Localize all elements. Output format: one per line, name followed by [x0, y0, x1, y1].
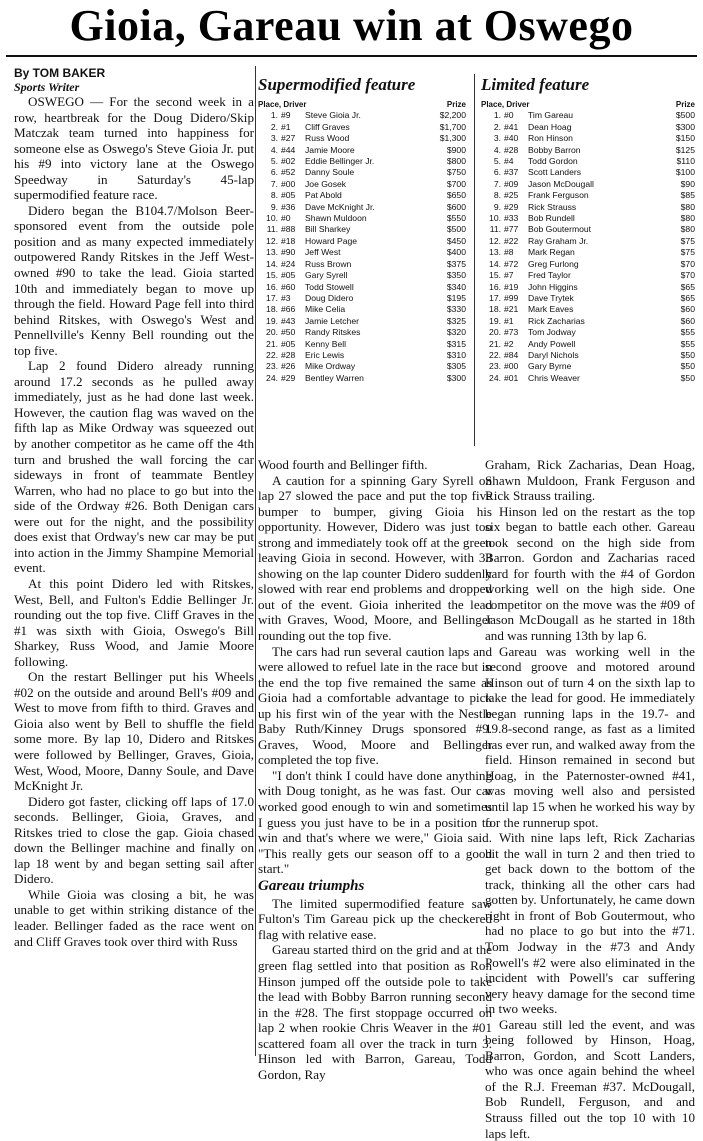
- result-prize: $550: [446, 213, 466, 224]
- result-place: 12.: [489, 235, 501, 246]
- result-driver: Ron Hinson: [528, 133, 573, 144]
- result-place: 1.: [270, 110, 278, 121]
- result-prize: $330: [446, 304, 466, 315]
- result-row: [481, 361, 695, 372]
- result-prize: $315: [446, 338, 466, 349]
- result-place: 16.: [489, 281, 501, 292]
- result-row: [481, 350, 695, 361]
- result-row: [481, 373, 695, 384]
- result-no: #2: [504, 338, 514, 349]
- paragraph: Hinson led on the restart as the top six began to battle each other. Gareau took second on the high side from Barron. Gordon and Zacharias raced hard for fourth with the #4 of Gordon working well on the high side. One competitor on the move was the #09 of Jason McDougall as he started in 18th and was running 13th by lap 6.: [485, 503, 695, 644]
- result-row: [481, 156, 695, 167]
- result-row: [481, 179, 695, 190]
- result-prize: $600: [446, 201, 466, 212]
- result-driver: Howard Page: [305, 235, 358, 246]
- result-driver: Randy Ritskes: [305, 327, 361, 338]
- byline: By TOM BAKER: [14, 66, 106, 80]
- result-no: #24: [281, 258, 296, 269]
- result-no: #77: [504, 224, 519, 235]
- result-row: [258, 202, 466, 213]
- supermodified-title: Supermodified feature: [258, 75, 416, 94]
- result-row: [481, 327, 695, 338]
- result-driver: Mark Eaves: [528, 304, 574, 315]
- result-place: 7.: [270, 178, 278, 189]
- result-row: [258, 133, 466, 144]
- result-prize: $65: [680, 281, 695, 292]
- results-divider: [474, 74, 475, 446]
- paragraph: The cars had run several caution laps and were allowed to refuel late in the race but in the end the top five remained the same as Gioia had a comfortable advantage to pick up his first win of the year with the Nestle Baby Ruth/Kinney Drugs sponsored #9. Graves, Wood, Moore and Bellinger completed the top five.: [258, 643, 492, 768]
- result-no: #52: [281, 167, 296, 178]
- result-place: 18.: [489, 304, 501, 315]
- result-no: #29: [504, 201, 519, 212]
- result-row: [258, 110, 466, 121]
- result-driver: Steve Gioia Jr.: [305, 110, 361, 121]
- result-no: #36: [281, 201, 296, 212]
- result-prize: $65: [680, 292, 695, 303]
- result-prize: $900: [446, 144, 466, 155]
- result-prize: $500: [446, 224, 466, 235]
- result-no: #66: [281, 304, 296, 315]
- result-no: #88: [281, 224, 296, 235]
- result-driver: Todd Gordon: [528, 156, 578, 167]
- result-driver: Gary Syrell: [305, 270, 348, 281]
- result-place: 13.: [489, 247, 501, 258]
- result-no: #05: [281, 338, 296, 349]
- result-driver: Bob Goutermout: [528, 224, 592, 235]
- result-prize: $375: [446, 258, 466, 269]
- result-no: #99: [504, 292, 519, 303]
- result-no: #27: [281, 133, 296, 144]
- result-row: [481, 167, 695, 178]
- result-no: #22: [504, 235, 519, 246]
- result-no: #40: [504, 133, 519, 144]
- result-place: 23.: [489, 361, 501, 372]
- result-place: 10.: [266, 213, 278, 224]
- result-no: #0: [281, 213, 291, 224]
- limited-title: Limited feature: [481, 75, 590, 94]
- result-place: 10.: [489, 213, 501, 224]
- result-prize: $1,700: [439, 121, 466, 132]
- result-driver: Greg Furlong: [528, 258, 579, 269]
- result-driver: Ray Graham Jr.: [528, 235, 589, 246]
- result-no: #1: [281, 121, 291, 132]
- result-prize: $300: [675, 121, 695, 132]
- result-row: [258, 339, 466, 350]
- result-driver: Scott Landers: [528, 167, 582, 178]
- result-no: #8: [504, 247, 514, 258]
- result-place: 4.: [493, 144, 501, 155]
- result-driver: Shawn Muldoon: [305, 213, 367, 224]
- result-prize: $85: [680, 190, 695, 201]
- result-prize: $50: [680, 361, 695, 372]
- result-no: #44: [281, 144, 296, 155]
- result-no: #9: [281, 110, 291, 121]
- result-driver: Rick Zacharias: [528, 315, 585, 326]
- result-driver: Gary Byrne: [528, 361, 572, 372]
- limited-results: [481, 74, 695, 384]
- result-driver: Danny Soule: [305, 167, 355, 178]
- result-prize: $110: [676, 156, 695, 167]
- result-driver: Daryl Nichols: [528, 349, 579, 360]
- result-place: 23.: [266, 361, 278, 372]
- paragraph: With nine laps left, Rick Zacharias hit the wall in turn 2 and then tried to get back down to the bottom of the track, thinking all the other cars had gotten by. Unfortunately, he came down right in front of Bob Goutermout, who had no place to go but into the #71. Tom Jodway in the #73 and Andy Powell's #2 were also eliminated in the incident with Powell's car suffering very heavy damage for the second time in two weeks.: [485, 830, 695, 1017]
- result-prize: $55: [680, 327, 695, 338]
- result-no: #05: [281, 270, 296, 281]
- result-prize: $700: [446, 178, 466, 189]
- article-column-3: [485, 457, 695, 1141]
- result-row: [258, 282, 466, 293]
- result-place: 18.: [266, 304, 278, 315]
- result-no: #18: [281, 235, 296, 246]
- supermodified-rows: [258, 110, 466, 384]
- result-driver: Bentley Warren: [305, 372, 364, 383]
- result-driver: Kenny Bell: [305, 338, 347, 349]
- result-no: #0: [504, 110, 514, 121]
- result-place: 21.: [266, 338, 278, 349]
- result-place: 24.: [266, 372, 278, 383]
- result-no: #37: [504, 167, 519, 178]
- article-column-2: [258, 457, 492, 1082]
- result-row: [258, 373, 466, 384]
- result-place: 20.: [489, 327, 501, 338]
- result-place: 7.: [493, 178, 501, 189]
- result-row: [258, 361, 466, 372]
- result-prize: $60: [680, 304, 695, 315]
- result-place: 2.: [270, 121, 278, 132]
- result-no: #3: [281, 292, 291, 303]
- result-prize: $75: [680, 247, 695, 258]
- result-row: [258, 327, 466, 338]
- result-prize: $80: [680, 213, 695, 224]
- result-driver: Eddie Bellinger Jr.: [305, 156, 375, 167]
- result-row: [258, 316, 466, 327]
- result-place: 8.: [493, 190, 501, 201]
- result-prize: $90: [680, 178, 695, 189]
- result-no: #25: [504, 190, 519, 201]
- result-place: 5.: [493, 156, 501, 167]
- result-prize: $70: [680, 270, 695, 281]
- result-driver: Bill Sharkey: [305, 224, 351, 235]
- result-no: #1: [504, 315, 514, 326]
- result-prize: $350: [446, 270, 466, 281]
- result-place: 9.: [270, 201, 278, 212]
- result-row: [481, 304, 695, 315]
- result-place: 17.: [266, 292, 278, 303]
- result-place: 3.: [493, 133, 501, 144]
- paragraph: Gareau still led the event, and was being followed by Hinson, Hoag, Barron, Gordon, and Scott Landers, who was once again behind the wheel of the R.J. Freeman #37. McDougall, Bob Rundell, Ferguson, and and Strauss filled out the top 10 with 10 laps left.: [485, 1016, 695, 1141]
- result-row: [258, 259, 466, 270]
- result-row: [258, 293, 466, 304]
- result-place: 14.: [266, 258, 278, 269]
- result-driver: Jason McDougall: [528, 178, 594, 189]
- result-prize: $305: [446, 361, 466, 372]
- result-prize: $50: [680, 372, 695, 383]
- subhead: Gareau triumphs: [258, 877, 365, 894]
- column-2-body-after: [258, 896, 492, 1083]
- result-row: [258, 167, 466, 178]
- supermodified-results: [258, 74, 466, 384]
- result-prize: $650: [446, 190, 466, 201]
- limited-header: [481, 99, 695, 110]
- result-prize: $325: [446, 315, 466, 326]
- result-row: [481, 247, 695, 258]
- paragraph: Wood fourth and Bellinger fifth.: [258, 457, 428, 472]
- paragraph: Didero got faster, clicking off laps of 17.0 seconds. Bellinger, Gioia, Graves, and Ritskes tried to close the gap. Gioia chased down the Bellinger machine and finally on lap 18 went by and began setting sail after Didero.: [14, 793, 254, 887]
- result-row: [481, 316, 695, 327]
- result-prize: $60: [680, 315, 695, 326]
- result-row: [258, 190, 466, 201]
- result-driver: Pat Abold: [305, 190, 342, 201]
- result-no: #60: [281, 281, 296, 292]
- result-prize: $150: [675, 133, 695, 144]
- result-row: [481, 224, 695, 235]
- result-place: 8.: [270, 190, 278, 201]
- result-driver: Dean Hoag: [528, 121, 572, 132]
- result-prize: $1,300: [439, 133, 466, 144]
- result-driver: Mike Ordway: [305, 361, 356, 372]
- paragraph: "I don't think I could have done anything with Doug tonight, as he was fast. Our car worked good enough to win and sometimes I guess you just have to be in a position to win and that's where we were," Gioia said. "This really gets our season off to a good start.": [258, 767, 492, 877]
- result-row: [481, 282, 695, 293]
- result-no: #09: [504, 178, 519, 189]
- header-place-driver: Place, Driver: [481, 100, 530, 109]
- paragraph: Lap 2 found Didero already running around 17.2 seconds as he pulled away immediately, just as he had done last week. However, the caution flag was waved on the fifth lap as Mike Ordway was squeezed out by another competitor as he came off the 4th turn and brushed the wall forcing the car sideways in front of teammate Bentley Warren, who had no place to go but into the side of the Ordway #26. Both Denigan cars were out for the night, and the possibility does exist that Ordway's new car may be put into action in the Jimmy Shampine Memorial event.: [14, 358, 254, 576]
- result-place: 3.: [270, 133, 278, 144]
- result-prize: $750: [446, 167, 466, 178]
- result-prize: $450: [446, 235, 466, 246]
- result-row: [481, 236, 695, 247]
- result-no: #7: [504, 270, 514, 281]
- result-no: #28: [281, 349, 296, 360]
- result-driver: Joe Gosek: [305, 178, 347, 189]
- result-place: 6.: [270, 167, 278, 178]
- result-place: 22.: [489, 349, 501, 360]
- result-row: [258, 350, 466, 361]
- result-no: #00: [281, 178, 296, 189]
- result-driver: Chris Weaver: [528, 372, 580, 383]
- result-prize: $300: [446, 372, 466, 383]
- result-no: #72: [504, 258, 519, 269]
- result-no: #19: [504, 281, 519, 292]
- result-driver: Fred Taylor: [528, 270, 571, 281]
- result-driver: Russ Brown: [305, 258, 352, 269]
- result-driver: Dave McKnight Jr.: [305, 201, 375, 212]
- result-no: #00: [504, 361, 519, 372]
- result-place: 13.: [266, 247, 278, 258]
- column-3-body: [485, 457, 695, 1141]
- result-row: [481, 202, 695, 213]
- result-row: [258, 270, 466, 281]
- result-row: [258, 122, 466, 133]
- byline-role: Sports Writer: [14, 80, 80, 94]
- result-prize: $340: [446, 281, 466, 292]
- result-row: [481, 122, 695, 133]
- result-place: 9.: [493, 201, 501, 212]
- result-place: 22.: [266, 349, 278, 360]
- result-row: [258, 236, 466, 247]
- header-prize: Prize: [446, 100, 466, 109]
- result-place: 6.: [493, 167, 501, 178]
- result-place: 15.: [489, 270, 501, 281]
- result-driver: Andy Powell: [528, 338, 576, 349]
- result-place: 17.: [489, 292, 501, 303]
- result-row: [481, 259, 695, 270]
- result-row: [481, 339, 695, 350]
- result-place: 2.: [493, 121, 501, 132]
- result-no: #43: [281, 315, 296, 326]
- result-row: [481, 213, 695, 224]
- result-driver: Dave Trytek: [528, 292, 574, 303]
- result-no: #01: [504, 372, 519, 383]
- result-driver: Jamie Moore: [305, 144, 355, 155]
- result-no: #26: [281, 361, 296, 372]
- result-place: 19.: [266, 315, 278, 326]
- result-driver: Tim Gareau: [528, 110, 574, 121]
- column-1-body: [14, 94, 254, 949]
- result-no: #4: [504, 156, 514, 167]
- result-row: [481, 270, 695, 281]
- result-no: #84: [504, 349, 519, 360]
- result-prize: $800: [446, 156, 466, 167]
- result-prize: $320: [446, 327, 466, 338]
- result-place: 19.: [489, 315, 501, 326]
- supermodified-header: [258, 99, 466, 110]
- article-column-1: [14, 66, 254, 949]
- column-2-body: [258, 457, 492, 877]
- result-row: [481, 133, 695, 144]
- result-row: [258, 213, 466, 224]
- result-place: 12.: [266, 235, 278, 246]
- paragraph: While Gioia was closing a bit, he was unable to get within striking distance of the leader. Bellinger faded as the race went on and Cliff Graves took over third with Russ: [14, 886, 254, 949]
- result-prize: $400: [446, 247, 466, 258]
- result-driver: Russ Wood: [305, 133, 350, 144]
- result-no: #21: [504, 304, 519, 315]
- headline-rule: [6, 55, 697, 57]
- result-row: [258, 304, 466, 315]
- result-driver: Jamie Letcher: [305, 315, 359, 326]
- result-row: [481, 190, 695, 201]
- result-place: 16.: [266, 281, 278, 292]
- paragraph: Gareau was working well in the second groove and motored around Hinson out of turn 4 on the sixth lap to take the lead for good. He immediately began running laps in the 19.7- and 19.8-second range, as fast as a limited has ever run, and walked away from the field. Hinson remained in second but Hoag, in the Paternoster-owned #41, was moving well also and persisted until lap 15 when he worked his way by for the runnerup spot.: [485, 643, 695, 830]
- result-driver: Rick Strauss: [528, 201, 577, 212]
- paragraph: Graham, Rick Zacharias, Dean Hoag, Shawn Muldoon, Frank Ferguson and Rick Strauss trailing.: [485, 457, 695, 504]
- result-prize: $70: [680, 258, 695, 269]
- result-no: #90: [281, 247, 296, 258]
- result-driver: Jeff West: [305, 247, 341, 258]
- result-row: [258, 179, 466, 190]
- result-place: 20.: [266, 327, 278, 338]
- result-prize: $500: [675, 110, 695, 121]
- column-divider: [255, 66, 256, 1056]
- header-place-driver: Place, Driver: [258, 100, 307, 109]
- result-no: #29: [281, 372, 296, 383]
- headline: Gioia, Gareau win at Oswego: [69, 1, 634, 50]
- result-place: 21.: [489, 338, 501, 349]
- result-prize: $100: [675, 167, 695, 178]
- result-driver: Bobby Barron: [528, 144, 581, 155]
- result-prize: $55: [680, 338, 695, 349]
- result-driver: Mike Celia: [305, 304, 346, 315]
- paragraph: The limited supermodified feature saw Fulton's Tim Gareau pick up the checkered flag with relative ease.: [258, 895, 492, 942]
- paragraph: OSWEGO — For the second week in a row, heartbreak for the Doug Didero/Skip Matczak team turned into happiness for someone else as Oswego's Steve Gioia Jr. put his #9 into victory lane at the Oswego Speedway in Saturday's 45-lap supermodified feature race.: [14, 94, 254, 203]
- result-driver: Mark Regan: [528, 247, 575, 258]
- result-no: #73: [504, 327, 519, 338]
- result-place: 1.: [493, 110, 501, 121]
- result-no: #50: [281, 327, 296, 338]
- header-prize: Prize: [675, 100, 695, 109]
- result-place: 5.: [270, 156, 278, 167]
- result-no: #33: [504, 213, 519, 224]
- result-row: [258, 224, 466, 235]
- result-prize: $195: [446, 292, 466, 303]
- result-no: #02: [281, 156, 296, 167]
- result-prize: $310: [446, 349, 466, 360]
- result-row: [481, 293, 695, 304]
- result-row: [481, 145, 695, 156]
- result-driver: Doug Didero: [305, 292, 354, 303]
- result-prize: $80: [680, 201, 695, 212]
- result-driver: John Higgins: [528, 281, 578, 292]
- paragraph: Gareau started third on the grid and at the green flag settled into that position as Ron Hinson jumped off the outside pole to take the lead with Bobby Barron running second in the #28. The first stoppage occurred on lap 2 when rookie Chris Weaver in the #01 scattered foam all over the track in turn 3. Hinson led with Barron, Gareau, Todd Gordon, Ray: [258, 942, 492, 1082]
- result-row: [258, 156, 466, 167]
- result-place: 24.: [489, 372, 501, 383]
- result-row: [258, 247, 466, 258]
- paragraph: On the restart Bellinger put his Wheels #02 on the outside and around Bell's #09 and West to move from fifth to third. Graves and Gioia also went by Bell to shuffle the field some more. By lap 10, Didero and Ritskes were followed by Bellinger, Graves, Gioia, West, Wood, Moore, Danny Soule, and Dave McKnight Jr.: [14, 669, 254, 794]
- paragraph: At this point Didero led with Ritskes, West, Bell, and Fulton's Eddie Bellinger Jr. rounding out the top five. Cliff Graves in the #1 was sixth with Gioia, Oswego's Bill Sharkey, Russ Wood, and Jamie Moore following.: [14, 575, 254, 669]
- result-place: 11.: [489, 224, 501, 235]
- paragraph: A caution for a spinning Gary Syrell on lap 27 slowed the pace and put the top five bumper to bumper, giving Gioia his opportunity. However, Didero was just too strong and immediately took off at the green leaving Gioia in second. However, with 33 showing on the lap counter Didero suddenly slowed with rear end problems and dropped out of the event. Gioia inherited the lead with Graves, Wood, Moore, and Bellinger rounding out the top five.: [258, 472, 492, 644]
- limited-rows: [481, 110, 695, 384]
- result-driver: Frank Ferguson: [528, 190, 589, 201]
- result-place: 11.: [266, 224, 278, 235]
- result-prize: $125: [675, 144, 695, 155]
- result-row: [481, 110, 695, 121]
- result-prize: $2,200: [439, 110, 466, 121]
- result-driver: Cliff Graves: [305, 121, 350, 132]
- paragraph: Didero began the B104.7/Molson Beer-sponsored event from the outside pole position and as many expected immediately outpowered Randy Ritskes in the Jeff West-owned #90 to take the lead. Gioia started 10th and immediately began to move up through the field. Howard Page fell into third behind Ritskes, with Oswego's West and Pennellville's Kenny Bell rounding out the top five.: [14, 202, 254, 358]
- result-no: #05: [281, 190, 296, 201]
- result-driver: Eric Lewis: [305, 349, 345, 360]
- result-driver: Tom Jodway: [528, 327, 576, 338]
- result-no: #28: [504, 144, 519, 155]
- result-place: 15.: [266, 270, 278, 281]
- result-prize: $50: [680, 349, 695, 360]
- result-prize: $75: [680, 235, 695, 246]
- result-place: 4.: [270, 144, 278, 155]
- result-driver: Todd Stowell: [305, 281, 354, 292]
- result-row: [258, 145, 466, 156]
- result-place: 14.: [489, 258, 501, 269]
- result-prize: $80: [680, 224, 695, 235]
- result-no: #41: [504, 121, 519, 132]
- result-driver: Bob Rundell: [528, 213, 575, 224]
